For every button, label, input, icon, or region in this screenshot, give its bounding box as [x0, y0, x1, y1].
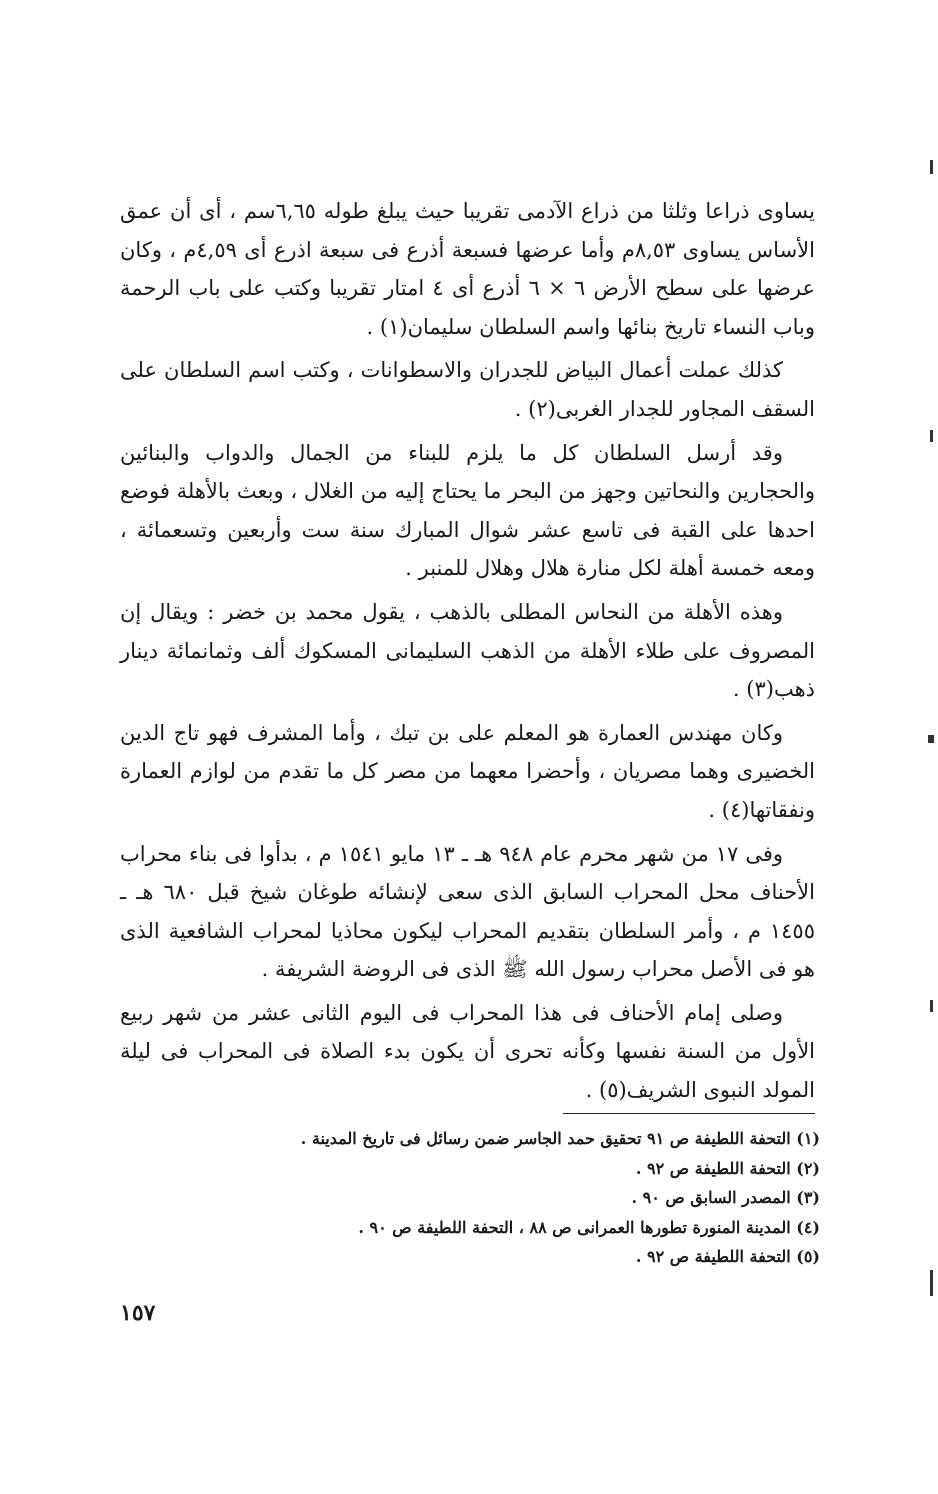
paragraph-4: وهذه الأهلة من النحاس المطلى بالذهب ، يقول محمد بن خضر : ويقال إن المصروف على طلاء الأهلة من الذهب السليمانى المسكوك ألف وثمانمائة دينار ذهب(٣) . [120, 599, 815, 702]
scan-edge-mark [928, 735, 934, 743]
paragraph-2: كذلك عملت أعمال البياض للجدران والاسطوانات ، وكتب اسم السلطان على السقف المجاور للجدار الغربى(٢) . [120, 358, 815, 421]
scan-edge-mark [930, 430, 933, 442]
main-text [120, 192, 815, 1115]
scan-edge-mark [930, 1270, 933, 1296]
scan-edge-mark [930, 1000, 933, 1012]
footnote-divider [563, 1113, 815, 1114]
footnote-3: (٣) المصدر السابق ص ٩٠ . [631, 1188, 820, 1207]
footnote-4: (٤) المدينة المنورة تطورها العمرانى ص ٨٨ ، التحفة اللطيفة ص ٩٠ . [358, 1217, 820, 1237]
paragraph-7: وصلى إمام الأحناف فى هذا المحراب فى اليوم الثانى عشر من شهر ربيع الأول من السنة نفسها وكأنه تحرى أن يكون بدء الصلاة فى المحراب فى ليلة المولد النبوى الشريف(٥) . [120, 1000, 815, 1103]
paragraph-5: وكان مهندس العمارة هو المعلم على بن تبك ، وأما المشرف فهو تاج الدين الخضيرى وهما مصريان ، وأحضرا معهما من مصر كل ما تقدم من لوازم العمارة ونفقاتها(٤) . [120, 720, 815, 822]
scan-edge-mark [930, 160, 933, 174]
footnotes [200, 1124, 820, 1272]
footnote-1: (١) التحفة اللطيفة ص ٩١ تحقيق حمد الجاسر ضمن رسائل فى تاريخ المدينة . [300, 1129, 820, 1148]
paragraph-1: يساوى ذراعا وثلثا من ذراع الآدمى تقريبا حيث يبلغ طوله ٦,٦٥سم ، أى أن عمق الأساس يساوى ٨,٥٣م وأما عرضها فسبعة أذرع فى سبعة اذرع أى ٤,٥٩م ، وكان عرضها على سطح الأرض ٦ × ٦ أذرع أى ٤ امتار تقريبا وكتب على باب الرحمة وباب النساء تاريخ بنائها واسم السلطان سليمان(١) . [120, 199, 815, 339]
footnote-5: (٥) التحفة اللطيفة ص ٩٢ . [635, 1247, 820, 1266]
footnote-2: (٢) التحفة اللطيفة ص ٩٢ . [635, 1158, 820, 1178]
paragraph-6: وفى ١٧ من شهر محرم عام ٩٤٨ هـ ـ ١٣ مايو ١٥٤١ م ، بدأوا فى بناء محراب الأحناف محل المحراب السابق الذى سعى لإنشائه طوغان شيخ قبل ٦٨٠ هـ ـ ١٤٥٥ م ، وأمر السلطان بتقديم المحراب ليكون محاذيا لمحراب الشافعية الذى هو فى الأصل محراب رسول الله ﷺ الذى فى الروضة الشريفة . [120, 841, 815, 982]
page-number: ١٥٧ [120, 1300, 156, 1326]
paragraph-3: وقد أرسل السلطان كل ما يلزم للبناء من الجمال والدواب والبنائين والحجارين والنحاتين وجهز من البحر ما يحتاج إليه من الغلال ، وبعث بالأهلة فوضع احدها على القبة فى تاسع عشر شوال المبارك سنة ست وأربعين وتسعمائة ، ومعه خمسة أهلة لكل منارة هلال وهلال للمنبر . [120, 440, 815, 581]
